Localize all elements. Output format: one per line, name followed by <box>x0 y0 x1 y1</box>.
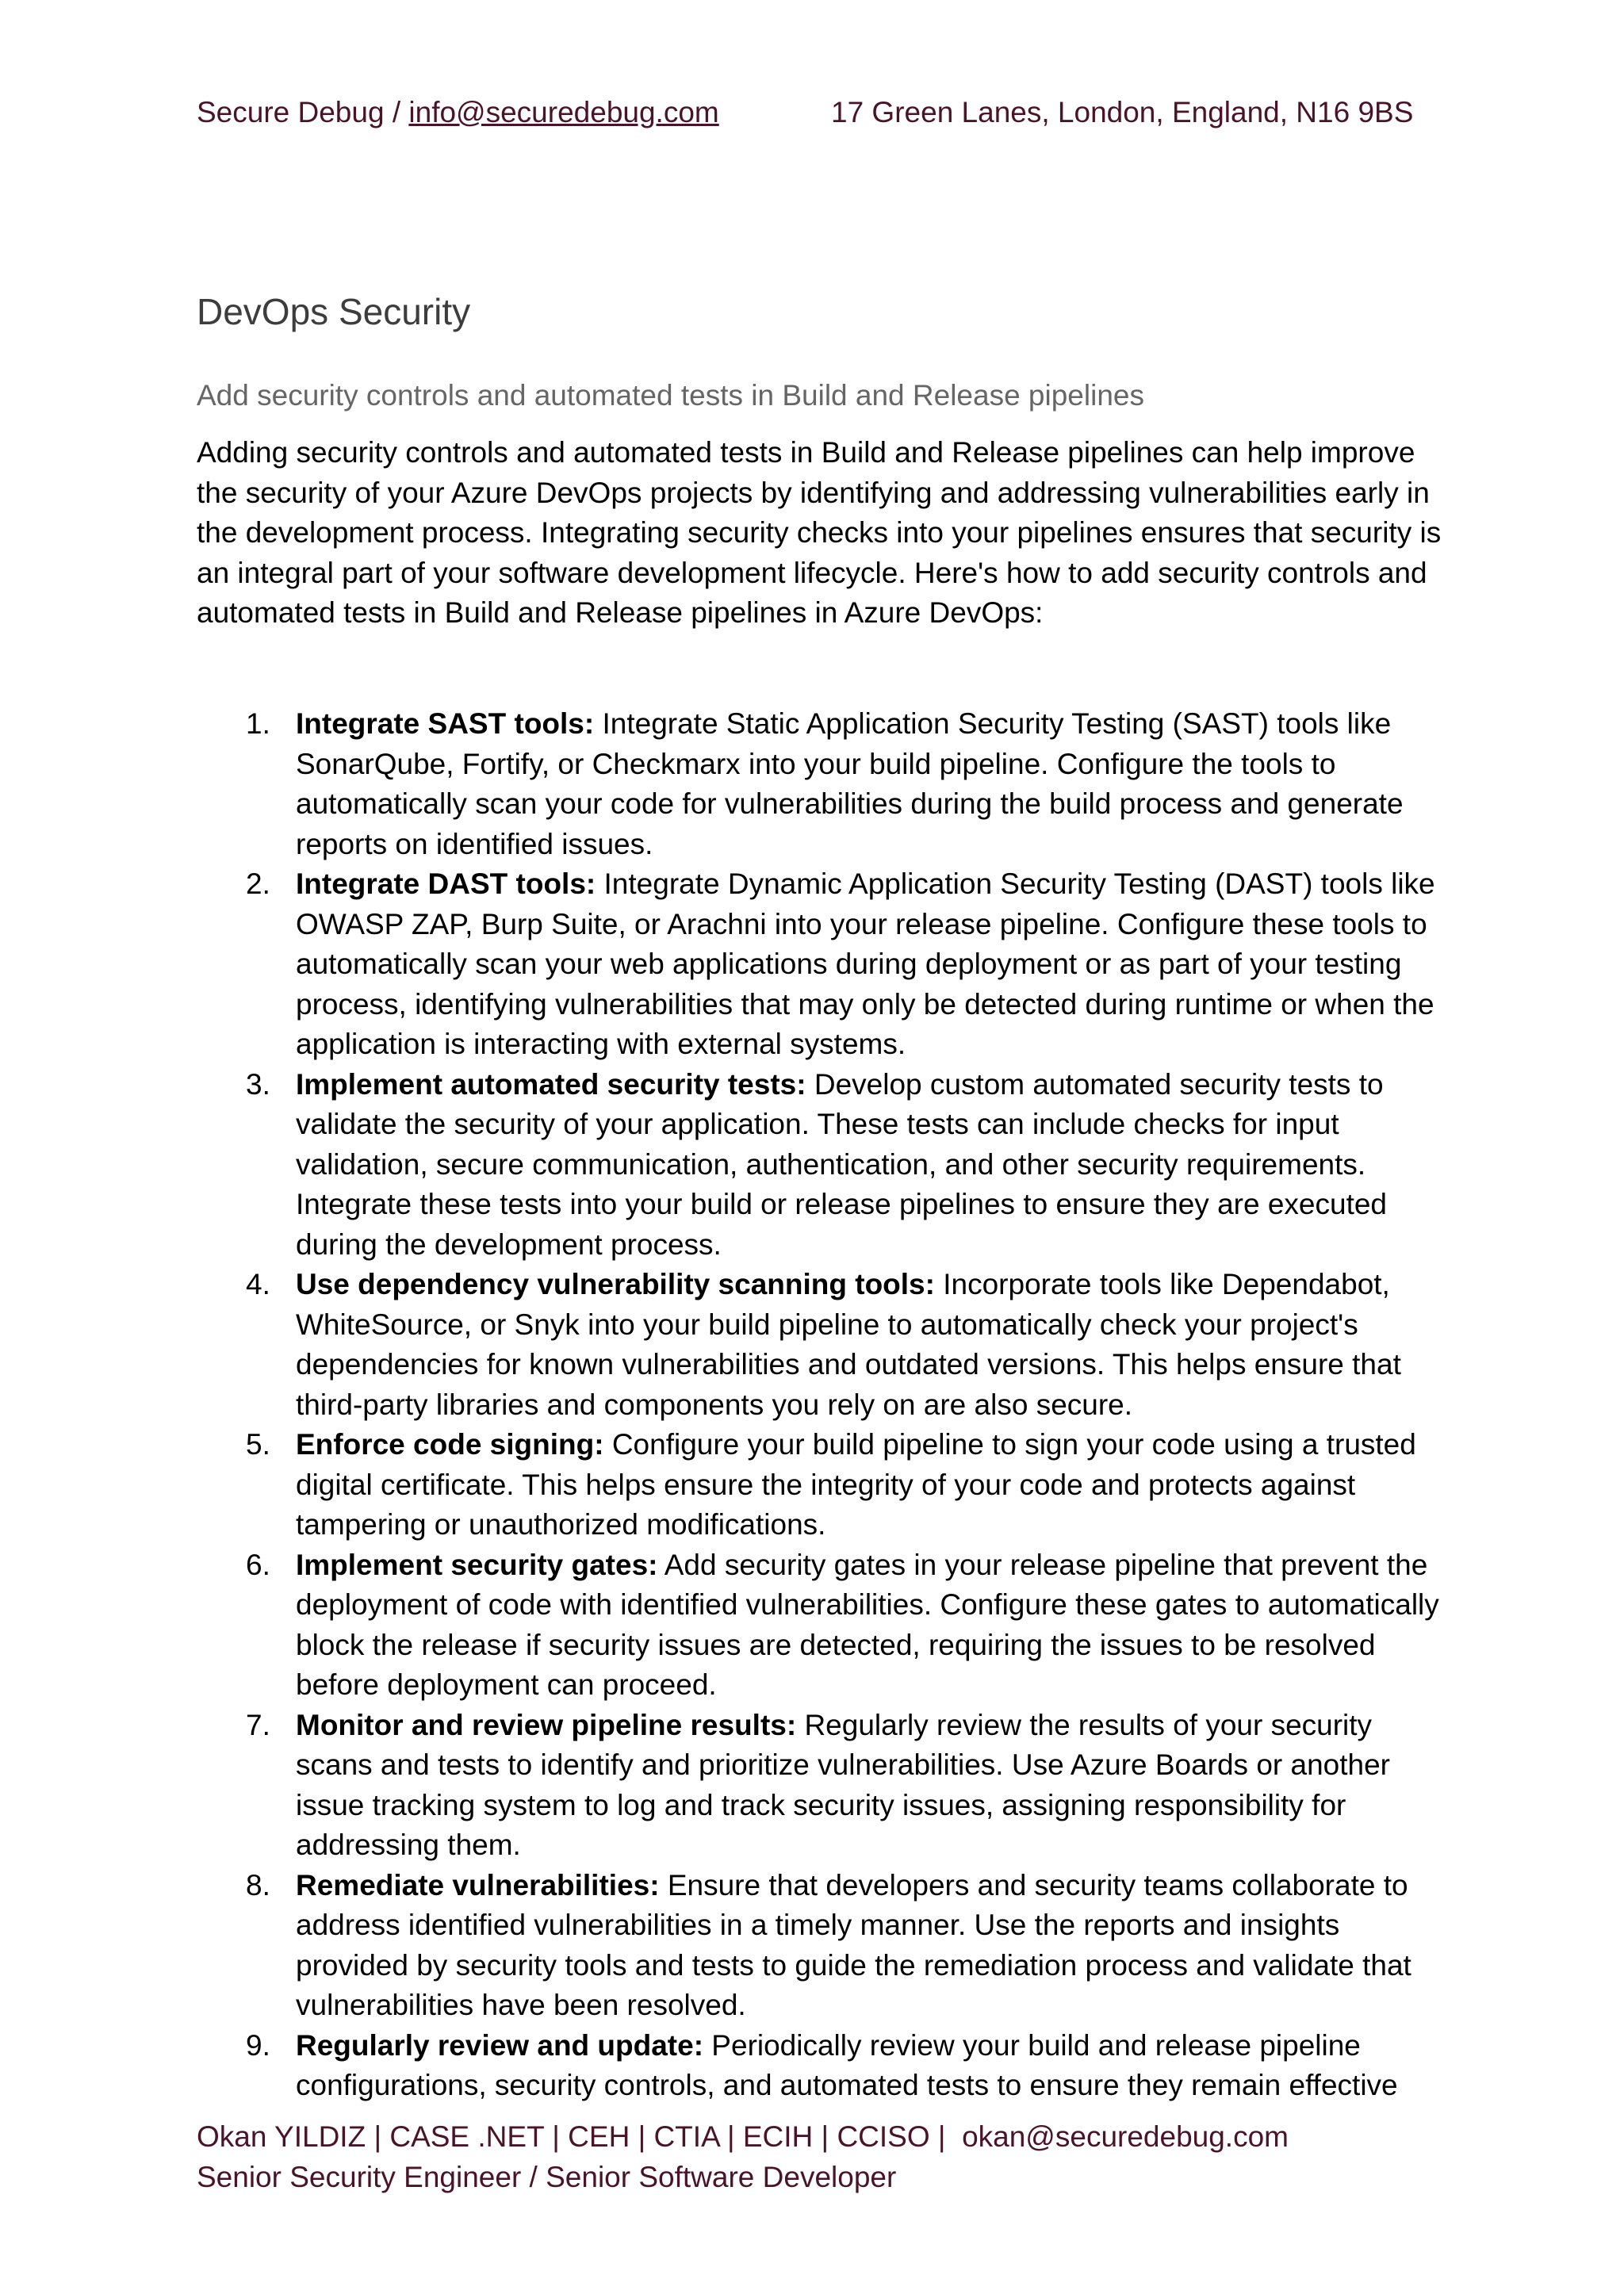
item-text: Ensure that developers and security teams collaborate to address identified vulnerabilities in a timely manner. Use the reports and insights provided by security tools and tests to guide the remediation process and validate that vulnerabilities have been resolved. <box>296 1868 1411 2021</box>
item-heading: Remediate vulnerabilities: <box>296 1868 660 1901</box>
item-number: 5. <box>246 1428 270 1461</box>
list-item <box>197 2026 1442 2106</box>
intro-paragraph: Adding security controls and automated tests in Build and Release pipelines can help improve the security of your Azure DevOps projects by identifying and addressing vulnerabilities early in the development process. Integrating security checks into your pipelines ensures that security is an integral part of your software development lifecycle. Here's how to add security controls and automated tests in Build and Release pipelines in Azure DevOps: <box>197 436 1442 629</box>
steps-list <box>197 704 1442 2106</box>
item-heading: Integrate SAST tools: <box>296 707 595 740</box>
item-heading: Regularly review and update: <box>296 2028 704 2062</box>
item-text: Integrate Static Application Security Testing (SAST) tools like SonarQube, Fortify, or Checkmarx into your build pipeline. Configure the tools to automatically scan your code for vulnerabilities during the build process and generate reports on identified issues. <box>296 707 1404 860</box>
header-email-link[interactable]: info@securedebug.com <box>408 96 719 128</box>
item-number: 7. <box>246 1708 270 1741</box>
list-item <box>197 1545 1442 1706</box>
header-company: Secure Debug / <box>197 96 409 128</box>
item-text: Periodically review your build and release pipeline configurations, security controls, and automated tests to ensure they remain effective <box>296 2028 1398 2101</box>
list-item <box>197 1706 1442 1866</box>
list-item <box>197 1425 1442 1545</box>
header-left <box>197 95 719 130</box>
item-heading: Implement automated security tests: <box>296 1067 806 1101</box>
section-subtitle: Add security controls and automated tests in Build and Release pipelines <box>197 379 1144 412</box>
list-item <box>197 1065 1442 1266</box>
footer-author: Okan YILDIZ | CASE .NET | CEH | CTIA | ECIH | CCISO | okan@securedebug.com <box>197 2120 1289 2153</box>
item-heading: Use dependency vulnerability scanning tools: <box>296 1268 935 1300</box>
item-text: Regularly review the results of your security scans and tests to identify and prioritize vulnerabilities. Use Azure Boards or another issue tracking system to log and track security issues, assigning responsibility for addressing them. <box>296 1708 1391 1861</box>
item-text: Configure your build pipeline to sign your code using a trusted digital certificate. This helps ensure the integrity of your code and protects against tampering or unauthorized modifications. <box>296 1428 1416 1541</box>
page-title: DevOps Security <box>197 291 471 332</box>
item-text: Develop custom automated security tests to validate the security of your application. These tests can include checks for input validation, secure communication, authentication, and other security requirements. Integrate these tests into your build or release pipelines to ensure they are executed during the development process. <box>296 1067 1388 1261</box>
list-item <box>197 864 1442 1065</box>
item-number: 6. <box>246 1548 270 1581</box>
item-text: Add security gates in your release pipeline that prevent the deployment of code with identified vulnerabilities. Configure these gates to automatically block the release if security issues are detected, requiring the issues to be resolved before deployment can proceed. <box>296 1548 1439 1701</box>
item-number: 2. <box>246 867 270 900</box>
item-heading: Integrate DAST tools: <box>296 867 596 900</box>
item-number: 3. <box>246 1067 270 1101</box>
footer-role: Senior Security Engineer / Senior Software Developer <box>197 2160 897 2193</box>
item-heading: Enforce code signing: <box>296 1428 604 1461</box>
item-text: Incorporate tools like Dependabot, WhiteSource, or Snyk into your build pipeline to automatically check your project's dependencies for known vulnerabilities and outdated versions. This helps ensure that third-party libraries and components you rely on are also secure. <box>296 1268 1401 1421</box>
item-heading: Implement security gates: <box>296 1548 658 1581</box>
item-number: 4. <box>246 1268 270 1300</box>
list-item <box>197 1265 1442 1425</box>
page-footer <box>197 2117 1289 2197</box>
header-address: 17 Green Lanes, London, England, N16 9BS <box>831 96 1414 128</box>
item-number: 9. <box>246 2028 270 2062</box>
item-heading: Monitor and review pipeline results: <box>296 1708 797 1741</box>
list-item <box>197 704 1442 864</box>
list-item <box>197 1866 1442 2026</box>
item-text: Integrate Dynamic Application Security Testing (DAST) tools like OWASP ZAP, Burp Suite, or Arachni into your release pipeline. Configure these tools to automatically scan your web applications during deployment or as part of your testing process, identifying vulnerabilities that may only be detected during runtime or when the application is interacting with external systems. <box>296 867 1435 1060</box>
item-number: 1. <box>246 707 270 740</box>
item-number: 8. <box>246 1868 270 1901</box>
